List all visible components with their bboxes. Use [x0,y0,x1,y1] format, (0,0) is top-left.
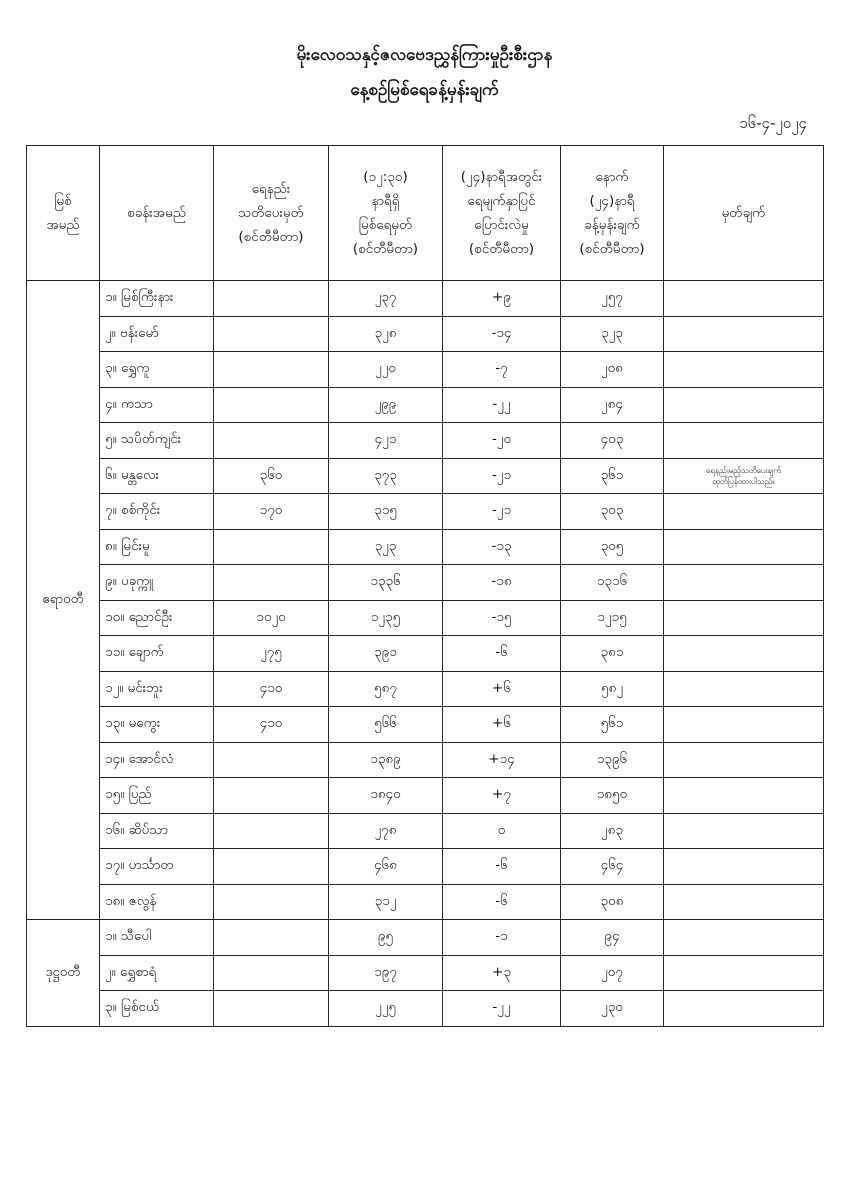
danger-level [214,955,329,991]
header-forecast [561,146,664,281]
table-row [27,671,824,707]
remark [664,671,824,707]
header-line: (စင်တီမီတာ) [352,241,419,257]
table-row [27,955,824,991]
header-line: သတိပေးမှတ် [238,205,304,221]
level-change: -၂၂ [443,991,561,1027]
danger-level [214,813,329,849]
forecast-level: ၃၀၅ [561,529,664,565]
level-change: +၆ [443,707,561,743]
station-name: ၁၁။ ချောက် [100,636,214,672]
level-change: -၁၄ [443,316,561,352]
level-change: -၁၈ [443,565,561,601]
remark [664,707,824,743]
level-change: -၂၂ [443,387,561,423]
danger-level: ၃၆၀ [214,458,329,494]
station-name: ၁၂။ မင်းဘူး [100,671,214,707]
remark [664,316,824,352]
observed-level: ၂၃၇ [329,281,443,317]
observed-level: ၁၃၈၉ [329,742,443,778]
header-line: စခန်းအမည် [127,205,186,221]
remark [664,778,824,814]
observed-level: ၂၂၀ [329,352,443,388]
remark-line: ထုတ်ပြန်ထားပါသည်။ [712,476,775,486]
forecast-level: ၂၈၃ [561,813,664,849]
observed-level: ၂၇၈ [329,813,443,849]
remark [664,636,824,672]
station-name: ၁၄။ အောင်လံ [100,742,214,778]
table-header-row [27,146,824,281]
danger-level: ၁၀၂၀ [214,600,329,636]
forecast-level: ၁၂၁၅ [561,600,664,636]
station-name: ၁။ သီပေါ [100,920,214,956]
level-change: +၉ [443,281,561,317]
station-name: ၈။ မြင်းမူ [100,529,214,565]
station-name: ၁၇။ ဟင်္သာတ [100,849,214,885]
remark [664,813,824,849]
remark [664,494,824,530]
river-forecast-table [26,145,824,1027]
forecast-level: ၁၃၁၆ [561,565,664,601]
table-row [27,707,824,743]
header-line: နာရီရှိ [371,193,400,209]
observed-level: ၃၇၃ [329,458,443,494]
header-line: (၁၂:၃၀) [363,169,408,185]
station-name: ၁၃။ မကွေး [100,707,214,743]
station-name: ၆။ မန္တလေး [100,458,214,494]
remark [664,955,824,991]
observed-level: ၄၂၁ [329,423,443,459]
danger-level [214,565,329,601]
observed-level: ၅၆၆ [329,707,443,743]
observed-level: ၁၈၄၀ [329,778,443,814]
remark [664,458,824,494]
danger-level [214,991,329,1027]
remark [664,849,824,885]
danger-level [214,352,329,388]
table-row [27,884,824,920]
danger-level: ၄၁၀ [214,707,329,743]
report-date: ၁၆-၄-၂၀၂၄ [739,114,807,132]
table-row [27,281,824,317]
station-name: ၃။ မြစ်ငယ် [100,991,214,1027]
remark [664,565,824,601]
header-line: ရေမျက်နှာပြင် [467,193,536,209]
remark [664,529,824,565]
header-line: မြစ်ရေမှတ် [358,217,413,233]
forecast-level: ၃၀၃ [561,494,664,530]
table-row [27,458,824,494]
remark [664,920,824,956]
level-change: -၁၅ [443,600,561,636]
observed-level: ၂၉၉ [329,387,443,423]
table-row [27,742,824,778]
danger-level: ၂၇၅ [214,636,329,672]
header-river [27,146,100,281]
table-row [27,565,824,601]
observed-level: ၃၁၂ [329,884,443,920]
station-name: ၁၀။ ညောင်ဦး [100,600,214,636]
header-station [100,146,214,281]
forecast-level: ၃၈၁ [561,636,664,672]
forecast-level: ၉၄ [561,920,664,956]
forecast-level: ၅၆၁ [561,707,664,743]
level-change: -၆ [443,636,561,672]
table-row [27,636,824,672]
header-line: ခန့်မှန်းချက် [584,217,640,233]
remark [664,884,824,920]
level-change: -၂၀ [443,423,561,459]
header-line: ပြောင်းလဲမှု [474,217,529,233]
header-line: မြစ် [54,193,72,209]
danger-level [214,423,329,459]
station-name: ၂။ ဗန်းမော် [100,316,214,352]
level-change: -၆ [443,884,561,920]
level-change: -၁၃ [443,529,561,565]
remark [664,991,824,1027]
header-line: (၂၄)နာရီ [589,193,635,209]
header-line: (စင်တီမီတာ) [579,241,645,257]
level-change: ၀ [443,813,561,849]
station-name: ၃။ ရွှေကူ [100,352,214,388]
level-change: +၆ [443,671,561,707]
header-remarks [664,146,824,281]
observed-level: ၃၁၅ [329,494,443,530]
station-name: ၁၅။ ပြည် [100,778,214,814]
observed-level: ၉၅ [329,920,443,956]
table-row [27,494,824,530]
table-row [27,529,824,565]
observed-level: ၁၃၃၆ [329,565,443,601]
danger-level [214,742,329,778]
station-name: ၁။ မြစ်ကြီးနား [100,281,214,317]
table-row [27,991,824,1027]
remark [664,387,824,423]
forecast-level: ၂၈၄ [561,387,664,423]
level-change: -၇ [443,352,561,388]
danger-level [214,778,329,814]
observed-level: ၄၆၈ [329,849,443,885]
forecast-level: ၃၀၈ [561,884,664,920]
table-body [27,281,824,1027]
forecast-level: ၃၂၃ [561,316,664,352]
header-observed-level [329,146,443,281]
table-row [27,778,824,814]
station-name: ၁၈။ ဇလွန် [100,884,214,920]
station-name: ၁၆။ ဆိပ်သာ [100,813,214,849]
document-subtitle: နေ့စဉ်မြစ်ရေခန့်မှန်းချက် [350,80,499,100]
table-row [27,813,824,849]
header-line: (၂၄)နာရီအတွင်း [460,169,543,185]
remark [664,352,824,388]
forecast-level: ၃၆၁ [561,458,664,494]
level-change: +၃ [443,955,561,991]
danger-level [214,281,329,317]
forecast-level: ၅၈၂ [561,671,664,707]
table-row [27,849,824,885]
station-name: ၉။ ပခုက္ကူ [100,565,214,601]
document-title: မိုးလေဝသနှင့်ဇလဗေဒညွှန်ကြားမှုဦးစီးဌာန [296,45,553,65]
observed-level: ၃၂၃ [329,529,443,565]
danger-level [214,316,329,352]
observed-level: ၁၉၇ [329,955,443,991]
table-row [27,423,824,459]
observed-level: ၁၂၃၅ [329,600,443,636]
forecast-level: ၂၃၀ [561,991,664,1027]
station-name: ၇။ စစ်ကိုင်း [100,494,214,530]
level-change: -၆ [443,849,561,885]
table-row [27,316,824,352]
header-24h-change [443,146,561,281]
header-line: မှတ်ချက် [721,205,766,221]
danger-level [214,884,329,920]
level-change: -၂၁ [443,458,561,494]
level-change: -၂၁ [443,494,561,530]
header-line: ရေနည်း [251,181,291,197]
remark-line: ရေနည်းမည့်သတိပေးချက် [705,465,782,475]
station-name: ၂။ ရွှေစာရံ [100,955,214,991]
observed-level: ၃၂၈ [329,316,443,352]
forecast-level: ၄၆၄ [561,849,664,885]
header-line: (စင်တီမီတာ) [238,229,304,245]
header-danger-level [214,146,329,281]
remark [664,600,824,636]
level-change: +၇ [443,778,561,814]
remark [664,423,824,459]
danger-level: ၁၇၀ [214,494,329,530]
forecast-level: ၂၅၇ [561,281,664,317]
river-name: ဧရာဝတီ [27,281,100,920]
observed-level: ၅၈၇ [329,671,443,707]
table-row [27,920,824,956]
forecast-level: ၁၈၅၀ [561,778,664,814]
level-change: +၁၄ [443,742,561,778]
remark [664,742,824,778]
remark [664,281,824,317]
danger-level [214,387,329,423]
level-change: -၁ [443,920,561,956]
observed-level: ၂၂၅ [329,991,443,1027]
table-row [27,600,824,636]
table-row [27,352,824,388]
station-name: ၄။ ကသာ [100,387,214,423]
danger-level [214,529,329,565]
forecast-level: ၁၃၉၆ [561,742,664,778]
header-line: (စင်တီမီတာ) [468,241,535,257]
forecast-level: ၄၀၃ [561,423,664,459]
station-name: ၅။ သပိတ်ကျင်း [100,423,214,459]
danger-level [214,920,329,956]
danger-level: ၄၁၀ [214,671,329,707]
header-line: နောက် [595,169,629,185]
forecast-level: ၂၀၇ [561,955,664,991]
danger-level [214,849,329,885]
river-name: ဒုဋ္ဌဝတီ [27,920,100,1027]
table-row [27,387,824,423]
observed-level: ၃၉၁ [329,636,443,672]
header-line: အမည် [46,217,80,233]
forecast-level: ၂၀၈ [561,352,664,388]
